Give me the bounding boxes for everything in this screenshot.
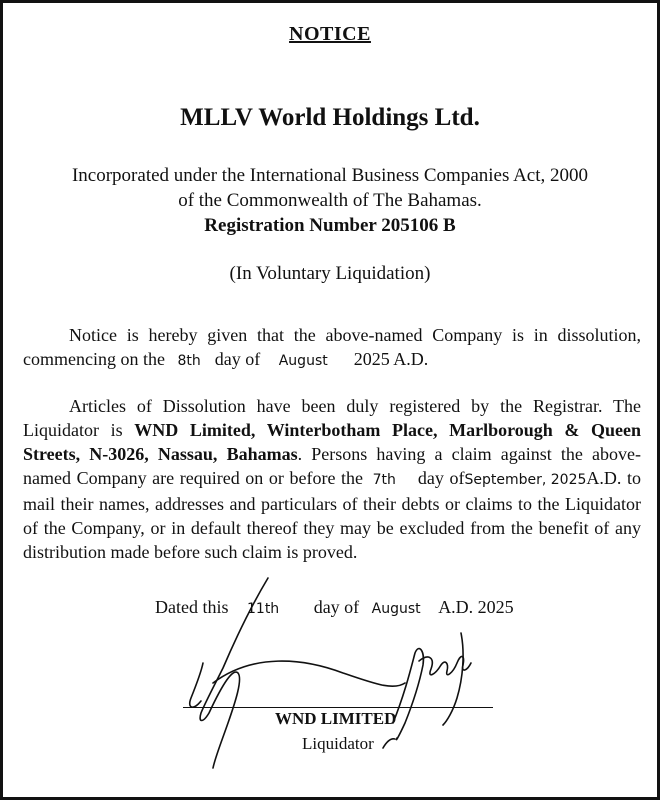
claims-paragraph bbox=[23, 394, 641, 564]
dated-day-of: day of bbox=[313, 597, 360, 617]
liquidation-status: (In Voluntary Liquidation) bbox=[229, 263, 431, 284]
dated-year: A.D. 2025 bbox=[438, 597, 514, 617]
signatory-name: WND LIMITED bbox=[275, 709, 397, 728]
p1-text-a: Notice is hereby given that the above-named Company is in dissolution, commencing on the bbox=[23, 325, 641, 369]
p1-text-c: 2025 A.D. bbox=[353, 349, 429, 369]
p2-text-a: Articles of Dissolution have been duly registered by the Registrar. The Liquidator is bbox=[23, 396, 641, 440]
p2-text-b: . Persons having a claim against the above-named Company are required on or before the bbox=[23, 444, 641, 488]
company-name: MLLV World Holdings Ltd. bbox=[180, 104, 480, 131]
p2-month-fill: September, 2025 bbox=[464, 472, 587, 488]
signatory-role: Liquidator bbox=[302, 734, 374, 753]
dissolution-paragraph bbox=[23, 323, 641, 373]
p1-day-fill: 8th bbox=[177, 353, 201, 369]
dated-day-fill: 11th bbox=[247, 601, 280, 617]
p2-text-d: A.D. to mail their names, addresses and particulars of their debts or claims to the Liquidator of the Company, or in default thereof they may be excluded from the benefit of any distribution made before such claim is proved. bbox=[23, 468, 641, 562]
p1-text-b: day of bbox=[214, 349, 261, 369]
p2-text-c: day of bbox=[417, 468, 465, 488]
notice-heading: NOTICE bbox=[289, 23, 371, 45]
dated-label: Dated this bbox=[155, 597, 229, 617]
p2-day-fill: 7th bbox=[372, 472, 396, 488]
registration-number: Registration Number 205106 B bbox=[204, 215, 456, 236]
dated-month-fill: August bbox=[371, 601, 421, 617]
incorporation-line-1: Incorporated under the International Business Companies Act, 2000 bbox=[71, 165, 589, 186]
incorporation-line-2: of the Commonwealth of The Bahamas. bbox=[178, 190, 482, 211]
incorporation-block bbox=[3, 163, 657, 238]
liquidator-address: WND Limited, Winterbotham Place, Marlborough & Queen Streets, N-3026, Nassau, Bahamas bbox=[23, 420, 642, 464]
p1-month-fill: August bbox=[278, 353, 328, 369]
